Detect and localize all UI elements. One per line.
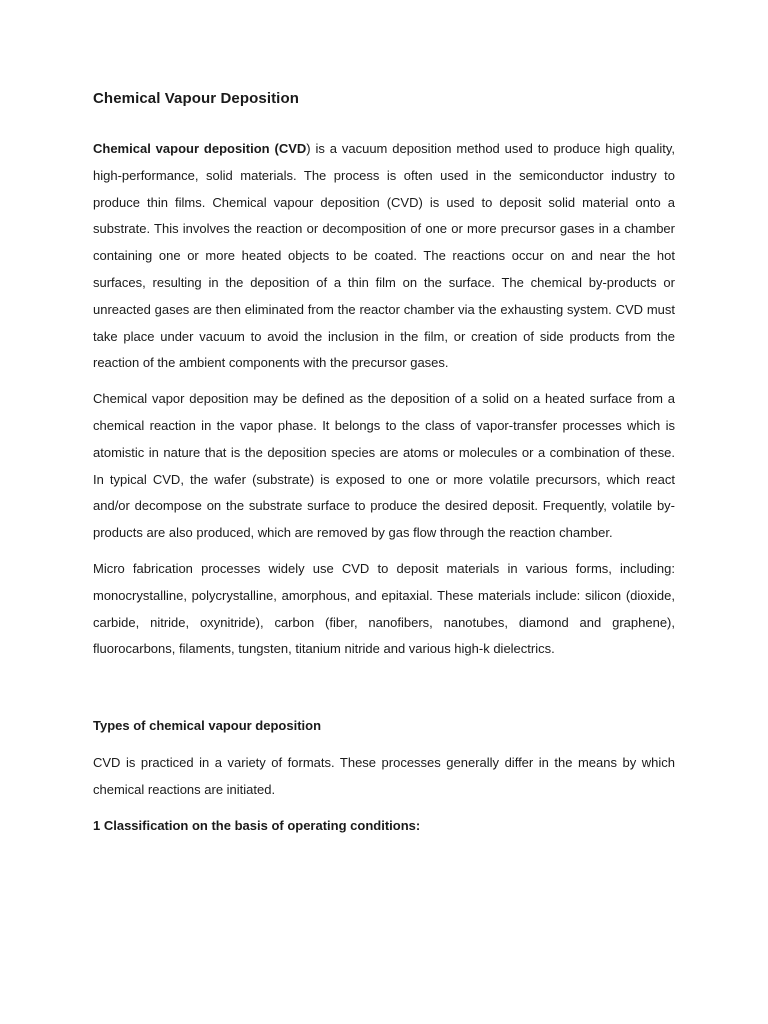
document-title: Chemical Vapour Deposition: [93, 90, 299, 107]
heading-classification: 1 Classification on the basis of operating conditions:: [93, 817, 421, 833]
paragraph-vapor-phase: Chemical vapor deposition may be defined as the deposition of a solid on a heated surface from a chemical reaction in the vapor phase. It belongs to the class of vapor-transfer processes which is atomistic in nature that is the deposition species are atoms or molecules or a combination of these. In typical CVD, the wafer (substrate) is exposed to one or more volatile precursors, which react and/or decompose on the substrate surface to produce the desired deposit. Frequently, volatile by-products are also produced, which are removed by gas flow through the reaction chamber.: [93, 391, 675, 541]
heading-types-of-cvd: Types of chemical vapour deposition: [93, 718, 322, 734]
document-page: [93, 86, 675, 850]
paragraph-micro-fabrication: Micro fabrication processes widely use CVD to deposit materials in various forms, including: monocrystalline, polycrystalline, amorphous, and epitaxial. These materials include: silicon (dioxide, carbide, nitride, oxynitride), carbon (fiber, nanofibers, nanotubes, diamond and graphene), fluorocarbons, filaments, tungsten, titanium nitride and various high-k dielectrics.: [93, 560, 675, 657]
section-spacer: [93, 672, 675, 713]
paragraph-cvd-formats: CVD is practiced in a variety of formats. These processes generally differ in the means by which chemical reactions are initiated.: [93, 755, 675, 797]
paragraph-cvd-definition: [93, 136, 675, 377]
paragraph-lead-rest: ) is a vacuum deposition method used to produce high quality, high-performance, solid materials. The process is often used in the semiconductor industry to produce thin films. Chemical vapour deposition (CVD) is used to deposit solid material onto a substrate. This involves the reaction or decomposition of one or more precursor gases in a chamber containing one or more heated objects to be coated. The reactions occur on and near the hot surfaces, resulting in the deposition of a thin film on the surface. The chemical by-products or unreacted gases are then eliminated from the reactor chamber via the exhausting system. CVD must take place under vacuum to avoid the inclusion in the film, or creation of side products from the reaction of the ambient components with the precursor gases.: [93, 141, 675, 371]
paragraph-lead-bold: Chemical vapour deposition (CVD: [93, 141, 307, 156]
